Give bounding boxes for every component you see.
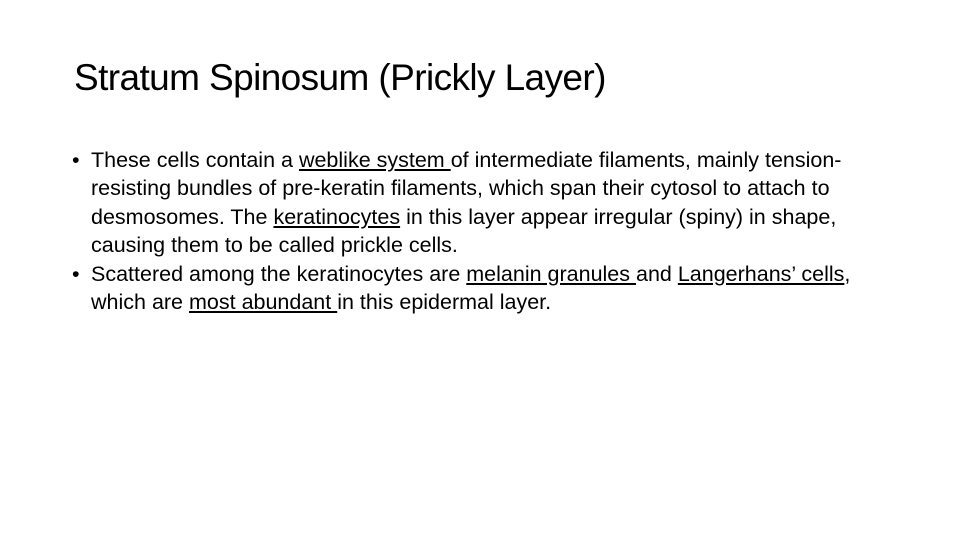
bullet-marker: • — [72, 148, 80, 172]
bullet-item — [72, 146, 902, 260]
bullet-text-segment: in this layer appear irregular (spiny) in shape, causing them to be called prickle cells. — [91, 204, 837, 258]
bullet-text-segment: Scattered among the keratinocytes are — [91, 261, 467, 286]
bullet-text-segment: and — [635, 261, 678, 286]
underlined-term-weblike-system: weblike system — [298, 148, 451, 172]
bullet-text-segment: These cells contain a — [91, 148, 299, 172]
bullet-text-segment: , which are — [91, 261, 851, 315]
underlined-term-keratinocytes: keratinocytes — [273, 204, 401, 229]
slide-title: Stratum Spinosum (Prickly Layer) — [74, 57, 606, 98]
bullet-item — [72, 260, 902, 317]
underlined-term-melanin-granules: melanin granules — [466, 261, 636, 286]
underlined-term-langerhans-cells: Langerhans’ cells — [677, 261, 845, 286]
bullet-text-segment: in this epidermal layer. — [337, 290, 552, 315]
underlined-term-most-abundant: most abundant — [189, 290, 338, 315]
bullet-list — [72, 146, 902, 316]
bullet-marker: • — [72, 261, 80, 286]
bullet-text-segment: of intermediate filaments, mainly tension-resisting bundles of pre-keratin filaments, which span their cytosol to attach to desmosomes. The — [91, 148, 842, 229]
